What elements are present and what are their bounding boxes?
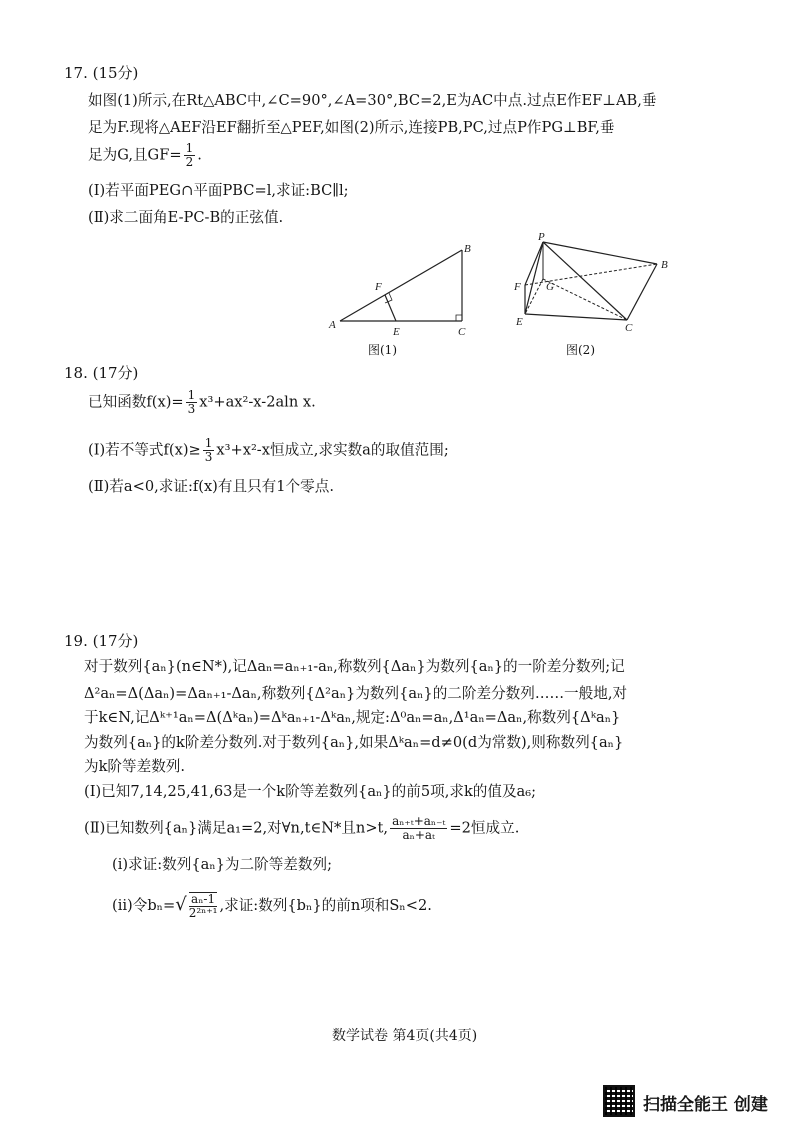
q17-part2: (Ⅱ)求二面角E-PC-B的正弦值.: [88, 209, 284, 226]
fig1-label-b: B: [464, 243, 471, 255]
q19-line5: 为k阶等差数列.: [84, 758, 186, 775]
fig2-edge-ec: [525, 314, 627, 320]
q17-frac-den: 2: [185, 155, 194, 169]
q18-part1-frac-den: 3: [204, 450, 213, 464]
q19-part2: [84, 815, 519, 842]
q19-sub2: [112, 892, 432, 920]
q19-line1: 对于数列{aₙ}(n∈N*),记Δaₙ=aₙ₊₁-aₙ,称数列{Δaₙ}为数列{aₙ}的一阶差分数列;记: [84, 658, 625, 675]
q17-title: 17. (15分): [64, 64, 139, 82]
q19-part2-prefix: (Ⅱ)已知数列{aₙ}满足a₁=2,对∀n,t∈N*且n>t,: [84, 819, 389, 837]
fig2-label-e: E: [516, 316, 523, 328]
fig2-edge-fb: [525, 264, 657, 285]
sqrt-icon: √: [175, 894, 187, 915]
q18-fn-frac-num: 1: [187, 388, 196, 402]
q17-line1: 如图(1)所示,在Rt△ABC中,∠C=90°,∠A=30°,BC=2,E为AC中点.过点E作EF⊥AB,垂: [88, 92, 657, 109]
q19-part2-frac-num: aₙ₊ₜ+aₙ₋ₜ: [392, 814, 446, 828]
q18-fn-prefix: 已知函数f(x)=: [88, 393, 184, 411]
q19-line3: 于k∈N,记Δᵏ⁺¹aₙ=Δ(Δᵏaₙ)=Δᵏaₙ₊₁-Δᵏaₙ,规定:Δ⁰aₙ=aₙ,Δ¹aₙ=Δaₙ,称数列{Δᵏaₙ}: [84, 709, 621, 726]
fig2-edge-cb: [627, 264, 657, 320]
q18-fn-fraction: [186, 389, 198, 416]
q18-part1-frac-num: 1: [204, 436, 213, 450]
q17-line3-prefix: 足为G,且GF=: [88, 146, 182, 164]
fig2-label-f: F: [514, 281, 521, 293]
fig2-label-c: C: [625, 322, 633, 334]
page-footer: 数学试卷 第4页(共4页): [332, 1028, 478, 1044]
qr-code-icon: [603, 1085, 635, 1117]
q19-sub2-prefix: (ⅱ)令bₙ=: [112, 897, 176, 914]
fig1-label-f: F: [375, 281, 382, 293]
fig1-label-c: C: [458, 326, 466, 338]
figure-2: [505, 230, 685, 340]
fig1-edge-ab: [340, 250, 462, 321]
q19-title: 19. (17分): [64, 632, 139, 650]
fig2-label-g: G: [546, 281, 554, 293]
fig2-edge-pc: [543, 242, 627, 320]
q18-part1-fraction: [203, 437, 215, 464]
fig2-caption: 图(2): [566, 343, 595, 357]
q18-part1-prefix: (Ⅰ)若不等式f(x)≥: [88, 441, 201, 459]
q19-sub2-fraction: [189, 892, 218, 920]
fig2-label-p: P: [538, 231, 545, 243]
q18-part1-suffix: x³+x²-x恒成立,求实数a的取值范围;: [216, 441, 449, 459]
q18-title: 18. (17分): [64, 364, 139, 382]
q17-frac-num: 1: [185, 141, 194, 155]
q19-sub2-frac-num: aₙ-1: [189, 893, 218, 907]
fig1-label-a: A: [329, 319, 336, 331]
scanner-watermark: 扫描全能王 创建: [643, 1095, 768, 1115]
q17-line2: 足为F.现将△AEF沿EF翻折至△PEF,如图(2)所示,连接PB,PC,过点P作PG⊥BF,垂: [88, 119, 615, 136]
q19-sub1: (ⅰ)求证:数列{aₙ}为二阶等差数列;: [112, 856, 333, 873]
q19-sub2-suffix: ,求证:数列{bₙ}的前n项和Sₙ<2.: [219, 897, 432, 914]
q18-function: [88, 389, 316, 416]
fig2-edge-pb: [543, 242, 657, 264]
q18-part2: (Ⅱ)若a<0,求证:f(x)有且只有1个零点.: [88, 478, 334, 495]
q17-line3-suffix: .: [197, 146, 202, 164]
fig2-label-b: B: [661, 259, 668, 271]
fig1-label-e: E: [393, 326, 400, 338]
q18-part1: [88, 437, 449, 464]
q19-part2-fraction: [390, 815, 447, 842]
q19-line4: 为数列{aₙ}的k阶差分数列.对于数列{aₙ},如果Δᵏaₙ=d≠0(d为常数),则称数列{aₙ}: [84, 734, 624, 751]
q19-part2-frac-den: aₙ+aₜ: [402, 828, 435, 842]
q19-part1: (Ⅰ)已知7,14,25,41,63是一个k阶等差数列{aₙ}的前5项,求k的值及a₆;: [84, 783, 537, 800]
q18-fn-suffix: x³+ax²-x-2aln x.: [199, 393, 316, 411]
q17-line3: [88, 142, 202, 169]
figure-1: [325, 240, 485, 355]
q18-fn-frac-den: 3: [187, 402, 196, 416]
fig1-right-angle-c: [456, 315, 462, 321]
fig1-caption: 图(1): [368, 343, 397, 357]
fig2-edge-gc: [543, 279, 627, 320]
q19-line2: Δ²aₙ=Δ(Δaₙ)=Δaₙ₊₁-Δaₙ,称数列{Δ²aₙ}为数列{aₙ}的二阶差分数列……一般地,对: [84, 685, 628, 702]
q17-part1: (Ⅰ)若平面PEG∩平面PBC=l,求证:BC∥l;: [88, 182, 349, 199]
q19-sub2-frac-den: 2²ⁿ⁺¹: [188, 906, 218, 920]
q17-fraction: [184, 142, 196, 169]
q19-part2-suffix: =2恒成立.: [449, 819, 520, 837]
fig1-edge-ef: [385, 295, 396, 321]
